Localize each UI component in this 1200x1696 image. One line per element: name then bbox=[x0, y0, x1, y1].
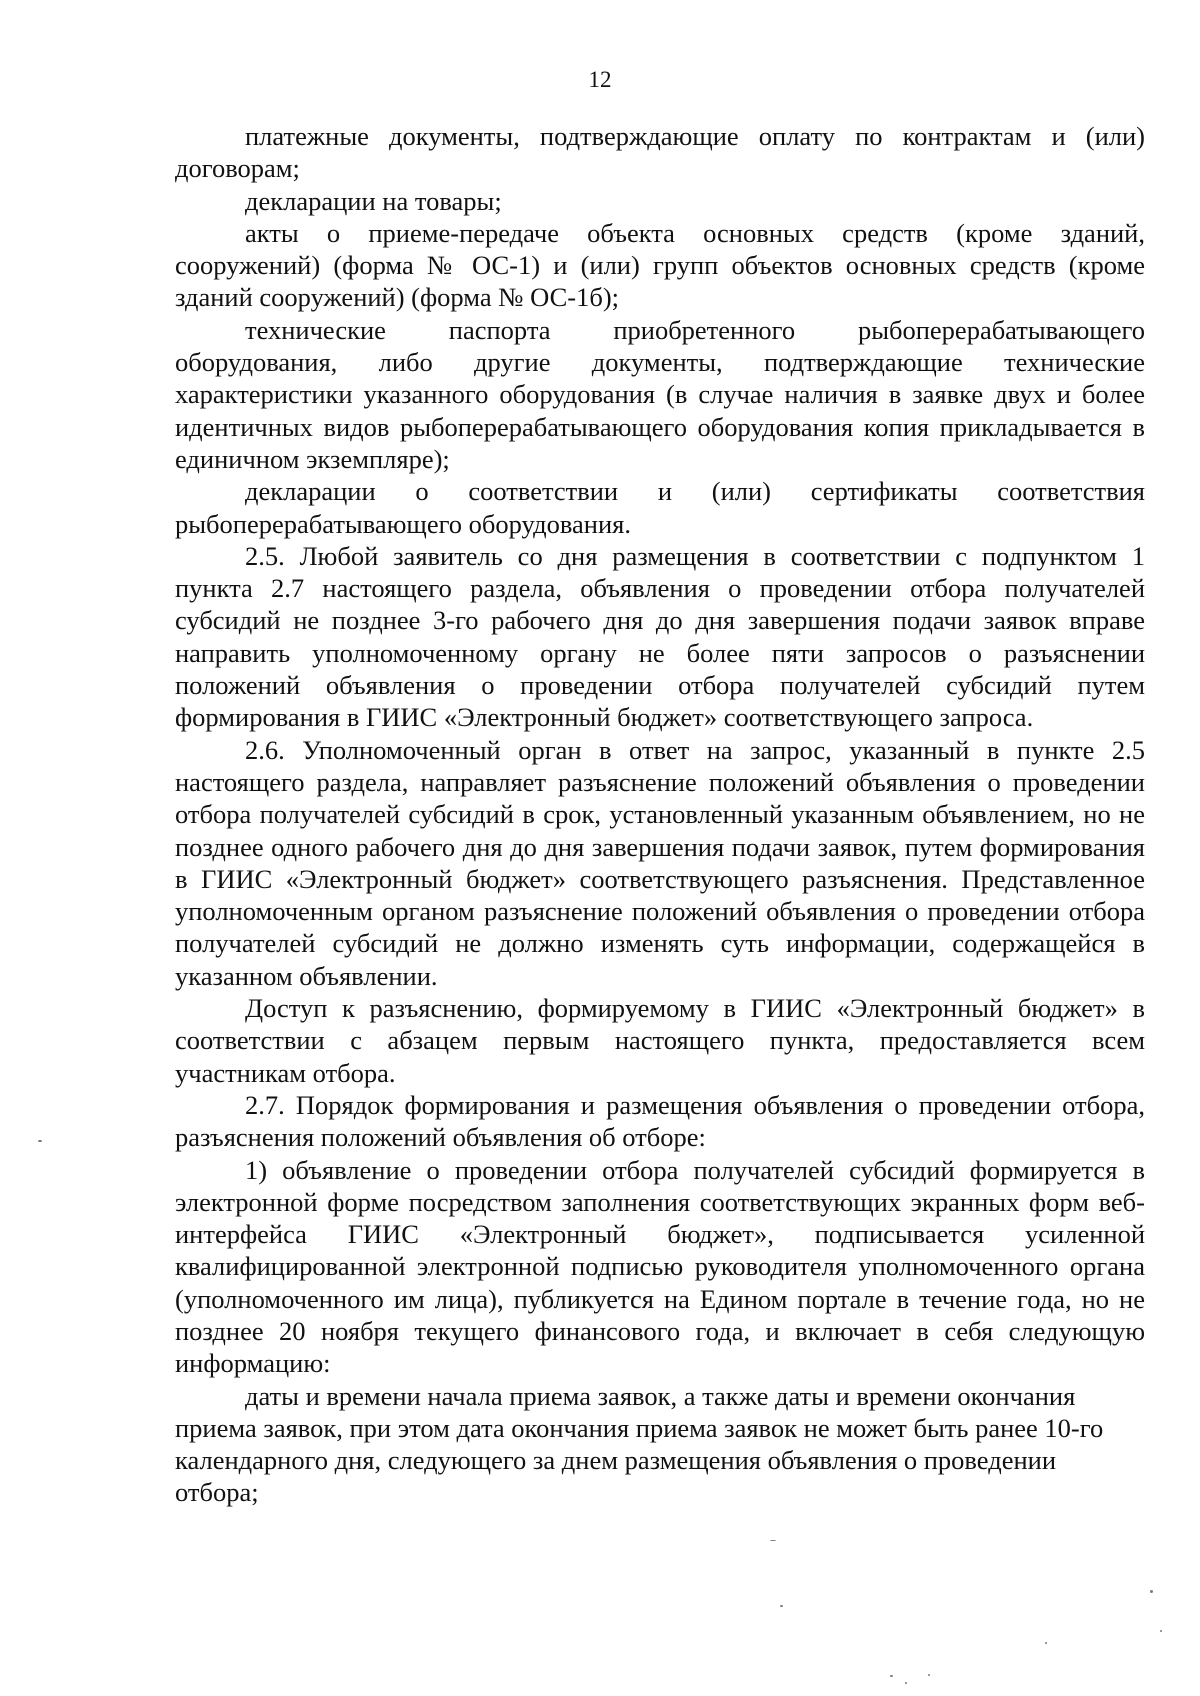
scan-speck bbox=[1160, 1630, 1162, 1632]
scan-speck bbox=[38, 1140, 42, 1142]
scan-speck bbox=[770, 1540, 776, 1541]
scan-speck bbox=[1045, 1642, 1047, 1644]
paragraph: 2.7. Порядок формирования и размещения объявления о проведении отбора, разъяснения положений объявления об отборе: bbox=[175, 1089, 1145, 1153]
paragraph: платежные документы, подтверждающие оплату по контрактам и (или) договорам; bbox=[175, 121, 1145, 184]
paragraph: 1) объявление о проведении отбора получателей субсидий формируется в электронной форме посредством заполнения соответствующих экранных форм веб-интерфейса ГИИС «Электронный бюджет», подписывается усиленной квалифицированной электронной подписью руководителя уполномоченного органа (уполномоченного им лица), публикуется на Едином портале в течение года, но не позднее 20 ноября текущего финансового года, и включает в себя следующую информацию: bbox=[175, 1154, 1145, 1379]
scan-speck bbox=[780, 1605, 783, 1607]
paragraph: декларации о соответствии и (или) сертификаты соответствия рыбоперерабатывающего оборудования. bbox=[175, 476, 1145, 539]
page-number: 12 bbox=[588, 67, 612, 92]
paragraph: 2.5. Любой заявитель со дня размещения в соответствии с подпунктом 1 пункта 2.7 настоящего раздела, объявления о проведении отбора получателей субсидий не позднее 3-го рабочего дня до дня завершения подачи заявок вправе направить уполномоченному органу не более пяти запросов о разъяснении положений объявления о проведении отбора получателей субсидий путем формирования в ГИИС «Электронный бюджет» соответствующего запроса. bbox=[175, 540, 1145, 733]
paragraph: декларации на товары; bbox=[245, 185, 502, 216]
paragraph: технические паспорта приобретенного рыбоперерабатывающего оборудования, либо другие документы, подтверждающие технические характеристики указанного оборудования (в случае наличия в заявке двух и более идентичных видов рыбоперерабатывающего оборудования копия прикладывается в единичном экземпляре); bbox=[175, 314, 1145, 474]
scan-speck bbox=[890, 1675, 893, 1677]
scan-speck bbox=[1150, 1590, 1153, 1593]
paragraph: даты и времени начала приема заявок, а также даты и времени окончания приема заявок, при этом дата окончания приема заявок не может быть ранее 10-го календарного дня, следующего за днем размещения объявления о проведении отбора; bbox=[175, 1380, 1104, 1508]
document-body bbox=[175, 120, 1145, 1509]
paragraph: акты о приеме-передаче объекта основных средств (кроме зданий, сооружений) (форма № ОС-1) и (или) групп объектов основных средств (кроме зданий сооружений) (форма № ОС-1б); bbox=[175, 217, 1145, 313]
paragraph: Доступ к разъяснению, формируемому в ГИИС «Электронный бюджет» в соответствии с абзацем первым настоящего пункта, предоставляется всем участникам отбора. bbox=[175, 993, 1145, 1088]
paragraph: 2.6. Уполномоченный орган в ответ на запрос, указанный в пункте 2.5 настоящего раздела, направляет разъяснение положений объявления о проведении отбора получателей субсидий в срок, установленный указанным объявлением, но не позднее одного рабочего дня до дня завершения подачи заявок, путем формирования в ГИИС «Электронный бюджет» соответствующего разъяснения. Представленное уполномоченным органом разъяснение положений объявления о проведении отбора получателей субсидий не должно изменять суть информации, содержащейся в указанном объявлении. bbox=[175, 734, 1145, 991]
scan-speck bbox=[928, 1674, 930, 1676]
scan-speck bbox=[905, 1682, 907, 1684]
